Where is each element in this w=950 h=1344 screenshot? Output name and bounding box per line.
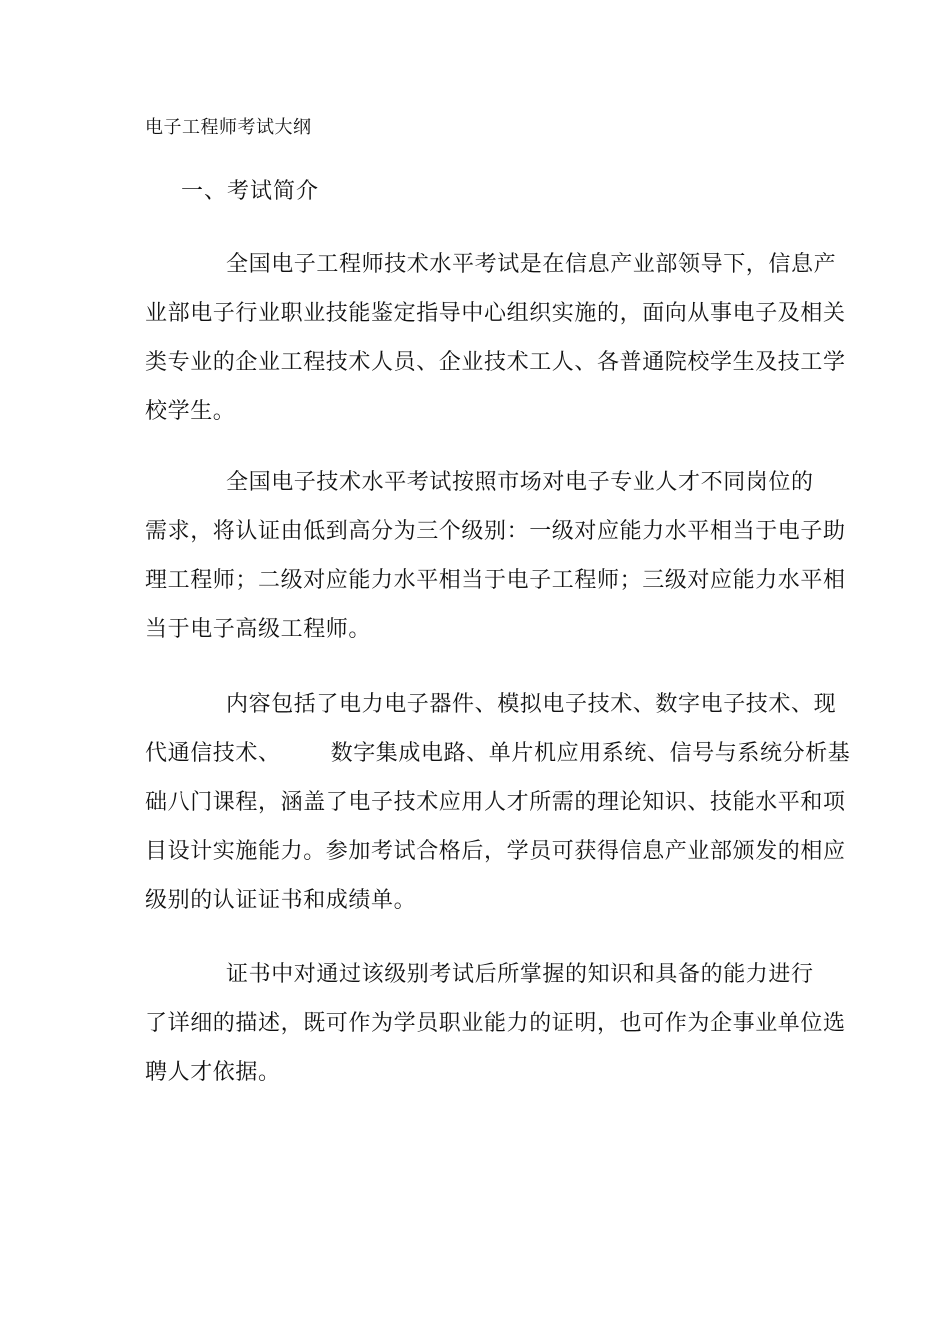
paragraph-line: 了详细的描述，既可作为学员职业能力的证明，也可作为企事业单位选 bbox=[145, 1011, 846, 1036]
paragraph-line: 目设计实施能力。参加考试合格后，学员可获得信息产业部颁发的相应 bbox=[145, 839, 846, 864]
section-heading: 一、考试简介 bbox=[181, 179, 320, 204]
paragraph-line: 当于电子高级工程师。 bbox=[145, 617, 372, 642]
paragraph-line: 校学生。 bbox=[145, 399, 236, 424]
paragraph-line: 聘人才依据。 bbox=[145, 1060, 281, 1085]
paragraph-line: 内容包括了电力电子器件、模拟电子技术、数字电子技术、现 bbox=[226, 692, 837, 717]
paragraph-line: 级别的认证证书和成绩单。 bbox=[145, 888, 417, 913]
paragraph-line: 全国电子工程师技术水平考试是在信息产业部领导下，信息产 bbox=[226, 252, 837, 277]
paragraph-line: 理工程师；二级对应能力水平相当于电子工程师；三级对应能力水平相 bbox=[145, 568, 846, 593]
paragraph-line: 类专业的企业工程技术人员、企业技术工人、各普通院校学生及技工学 bbox=[145, 350, 846, 375]
paragraph-line: 础八门课程，涵盖了电子技术应用人才所需的理论知识、技能水平和项 bbox=[145, 790, 846, 815]
paragraph-line: 全国电子技术水平考试按照市场对电子专业人才不同岗位的 bbox=[226, 470, 814, 495]
paragraph-line: 需求，将认证由低到高分为三个级别：一级对应能力水平相当于电子助 bbox=[145, 519, 846, 544]
paragraph-4 bbox=[145, 950, 846, 1097]
document-title: 电子工程师考试大纲 bbox=[145, 117, 312, 138]
paragraph-line-split bbox=[145, 729, 851, 778]
paragraph-line-segment: 数字集成电路、单片机应用系统、信号与系统分析基 bbox=[330, 741, 851, 766]
paragraph-line-segment: 代通信技术、 bbox=[145, 741, 281, 766]
paragraph-3 bbox=[145, 680, 851, 925]
paragraph-1 bbox=[145, 240, 846, 436]
paragraph-line: 业部电子行业职业技能鉴定指导中心组织实施的，面向从事电子及相关 bbox=[145, 301, 846, 326]
paragraph-2 bbox=[145, 458, 846, 654]
paragraph-line: 证书中对通过该级别考试后所掌握的知识和具备的能力进行 bbox=[226, 962, 814, 987]
